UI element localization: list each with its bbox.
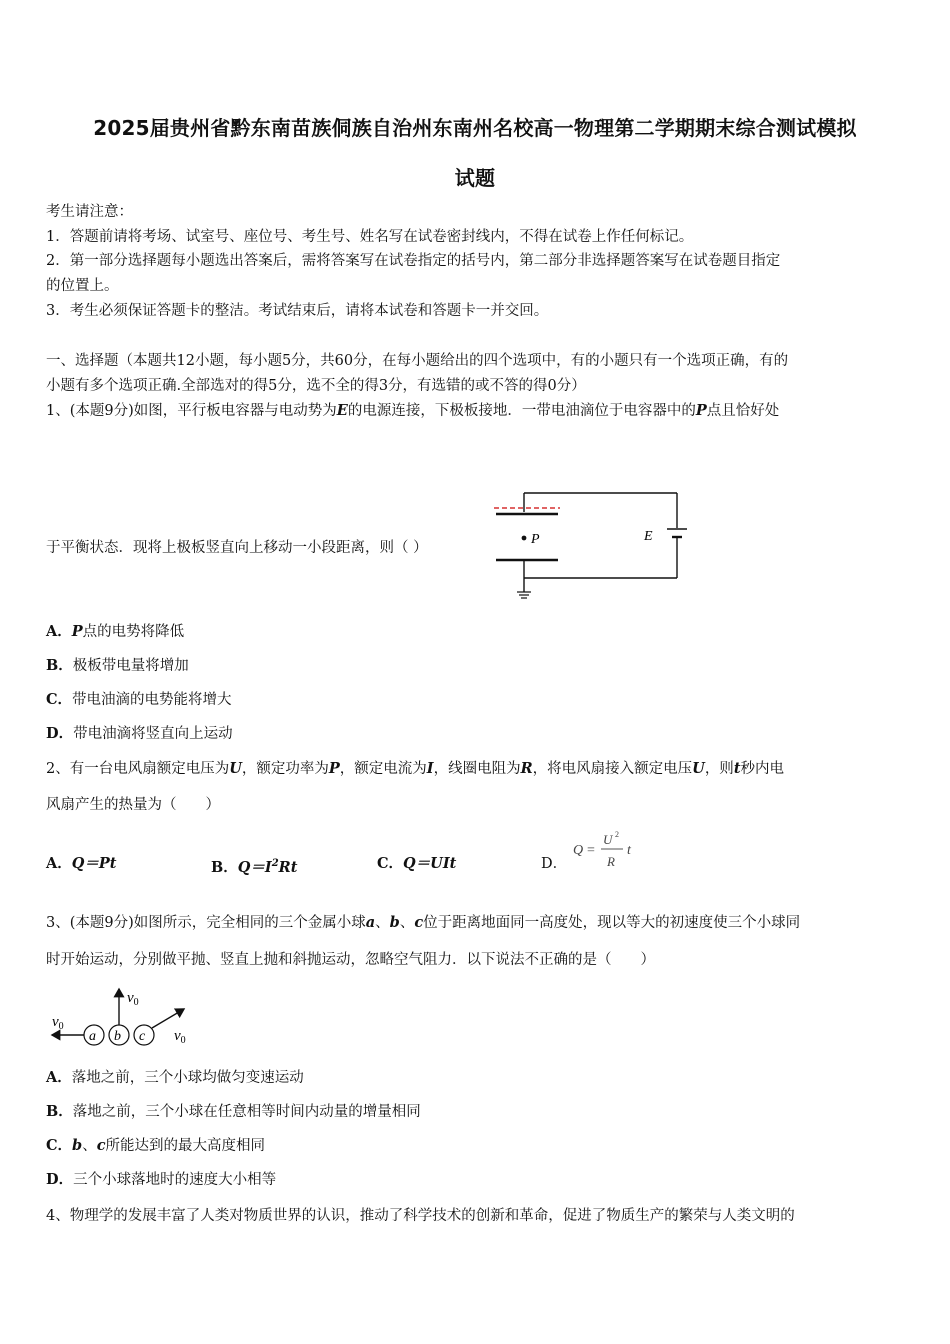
option-label: A． <box>46 1069 72 1086</box>
q2-stem-part: ，将电风扇接入额定电压 <box>532 761 693 777</box>
q3-option-d <box>46 1170 908 1190</box>
q2-stem-part: ，则 <box>704 761 734 777</box>
option-label: B． <box>46 657 73 674</box>
option-label: A． <box>46 855 72 872</box>
q2-stem-part: 秒内电 <box>740 761 785 777</box>
ball-a-label: a <box>89 1029 96 1044</box>
notice-heading: 考生请注意： <box>46 204 133 220</box>
q2-var-t: t <box>733 760 741 777</box>
q3-stem-cont: 时开始运动，分别做平抛、竖直上抛和斜抛运动，忽略空气阻力．以下说法不正确的是（ ） <box>46 952 655 968</box>
formula-equals: = <box>587 843 595 858</box>
option-label: B． <box>46 1103 73 1120</box>
formula-numerator: U <box>603 832 613 847</box>
option-var: c <box>96 1137 106 1154</box>
option-text: 三个小球落地时的速度大小相等 <box>73 1172 277 1188</box>
v0-label-top: $v_0$ <box>127 990 139 1008</box>
option-var: P <box>71 623 83 640</box>
q1-stem-cont: 于平衡状态．现将上极板竖直向上移动一小段距离，则（ ） <box>46 540 428 556</box>
notice-item-2: 2．第一部分选择题每小题选出答案后，需将答案写在试卷指定的括号内，第二部分非选择题答案写在试卷题目指定 <box>46 253 781 269</box>
q2-stem-cont: 风扇产生的热量为（ ） <box>46 797 220 813</box>
q2-option-c <box>377 854 527 874</box>
q2-var-U: U <box>692 760 705 777</box>
v0-label-right: $v_0$ <box>174 1028 186 1046</box>
q1-var-P: P <box>695 402 707 419</box>
q2-var-U: U <box>229 760 242 777</box>
option-label: C． <box>46 1137 73 1154</box>
three-balls-diagram <box>48 984 198 1054</box>
q1-stem-part: 的电源连接，下极板接地．一带电油滴位于电容器中的 <box>347 403 696 419</box>
q1-var-E: E <box>336 402 348 419</box>
q4-stem: 4、物理学的发展丰富了人类对物质世界的认识，推动了科学技术的创新和革命，促进了物质生产的繁荣与人类文明的 <box>46 1208 795 1224</box>
q3-stem-part: 位于距离地面同一高度处，现以等大的初速度使三个小球同 <box>423 915 801 931</box>
option-text: 点的电势将降低 <box>82 624 185 640</box>
q3-sep: 、 <box>375 915 390 931</box>
page-title-line2: 试题 <box>454 166 496 190</box>
q2-var-I: I <box>426 760 434 777</box>
option-formula: Q＝I <box>237 858 272 876</box>
q2-option-d-label: D． <box>541 856 568 872</box>
oblique-velocity-arrow <box>152 1009 184 1028</box>
formula-Q: Q <box>573 843 584 858</box>
option-formula: Rt <box>278 858 298 876</box>
option-text: 极板带电量将增加 <box>72 658 189 674</box>
q3-stem <box>46 913 908 933</box>
section-1-intro: 一、选择题（本题共12小题，每小题5分，共60分，在每小题给出的四个选项中，有的小题只有一个选项正确，有的 <box>46 353 789 369</box>
q2-var-R: R <box>520 760 533 777</box>
option-label: C． <box>46 691 73 708</box>
q1-stem-part: 1、(本题9分)如图，平行板电容器与电动势为 <box>46 403 337 419</box>
option-var: b <box>72 1137 83 1154</box>
capacitor-circuit-diagram <box>488 484 698 604</box>
q2-stem-part: ，额定功率为 <box>241 761 329 777</box>
q1-option-d <box>46 724 908 744</box>
q1-option-a <box>46 622 908 642</box>
option-label: D． <box>46 1171 74 1188</box>
notice-item-1: 1．答题前请将考场、试室号、座位号、考生号、姓名写在试卷密封线内，不得在试卷上作任何标记。 <box>46 229 694 245</box>
q2-stem <box>46 759 908 779</box>
q3-option-c <box>46 1136 908 1156</box>
option-text: 带电油滴的电势能将增大 <box>72 692 232 708</box>
page-title: 2025届贵州省黔东南苗族侗族自治州东南州名校高一物理第二学期期末综合测试模拟 <box>93 116 857 140</box>
option-label: B． <box>211 858 238 876</box>
oil-drop-dot <box>522 536 527 541</box>
q2-option-a <box>46 854 196 874</box>
q1-stem-part: 点且恰好处 <box>706 403 780 419</box>
option-formula: Q＝Pt <box>71 855 117 872</box>
ball-b-label: b <box>114 1029 121 1044</box>
q2-stem-part: ，额定电流为 <box>339 761 427 777</box>
option-text: 带电油滴将竖直向上运动 <box>73 726 233 742</box>
q2-stem-part: ，线圈电阻为 <box>433 761 521 777</box>
option-label: A． <box>46 623 72 640</box>
option-text: 落地之前，三个小球均做匀变速运动 <box>71 1070 304 1086</box>
notice-item-2-cont: 的位置上。 <box>46 278 119 294</box>
q3-var-b: b <box>389 914 400 931</box>
formula-denominator: R <box>607 854 615 869</box>
option-text: 落地之前，三个小球在任意相等时间内动量的增量相同 <box>72 1104 421 1120</box>
option-sep: 、 <box>82 1138 97 1154</box>
formula-superscript: 2 <box>615 830 619 839</box>
v0-label-left: $v_0$ <box>52 1014 64 1032</box>
q3-var-c: c <box>414 914 424 931</box>
q2-var-P: P <box>328 760 340 777</box>
emf-E-label: E <box>644 529 653 544</box>
ball-c-label: c <box>139 1029 146 1044</box>
notice-item-3: 3．考生必须保证答题卡的整洁。考试结束后，请将本试卷和答题卡一并交回。 <box>46 303 549 319</box>
formula-t: t <box>627 843 631 858</box>
option-formula: Q＝UIt <box>403 855 457 872</box>
q2-option-d-formula <box>570 828 640 874</box>
q3-var-a: a <box>365 914 376 931</box>
q3-option-b <box>46 1102 908 1122</box>
q2-option-b <box>211 854 361 878</box>
option-label: C． <box>377 855 404 872</box>
q1-stem <box>46 401 908 421</box>
q3-option-a <box>46 1068 908 1088</box>
section-1-intro-cont: 小题有多个选项正确.全部选对的得5分，选不全的得3分，有选错的或不答的得0分） <box>46 378 586 394</box>
q1-option-c <box>46 690 908 710</box>
option-label: D． <box>46 725 74 742</box>
q3-stem-part: 3、(本题9分)如图所示，完全相同的三个金属小球 <box>46 915 366 931</box>
q3-sep: 、 <box>399 915 415 931</box>
q1-option-b <box>46 656 908 676</box>
q2-stem-part: 2、有一台电风扇额定电压为 <box>46 761 230 777</box>
option-text: 所能达到的最大高度相同 <box>105 1138 266 1154</box>
point-P-label: P <box>531 532 540 547</box>
option-superscript: 2 <box>271 858 279 869</box>
